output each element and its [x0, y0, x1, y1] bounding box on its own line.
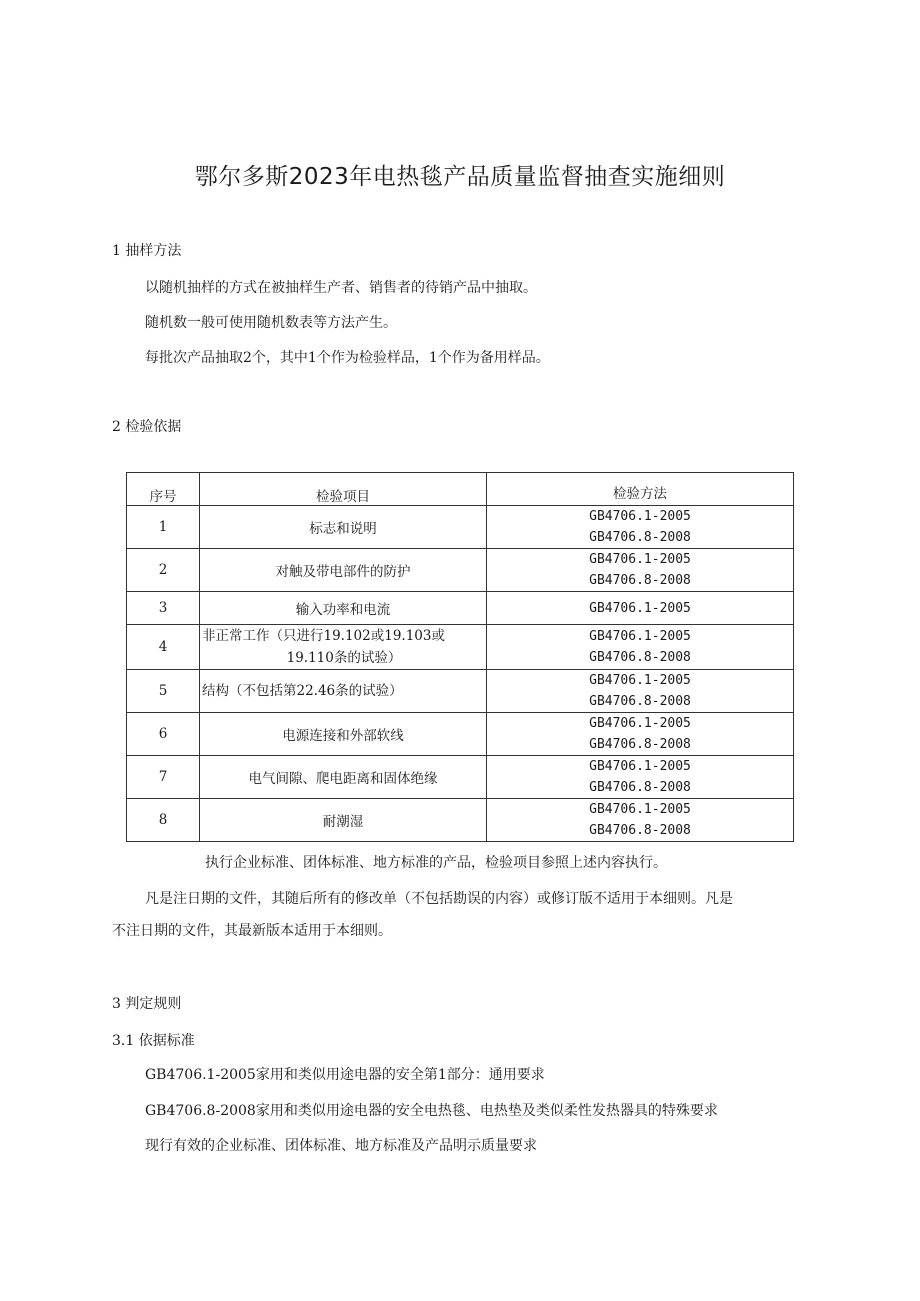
row-item: 耐潮湿	[200, 799, 487, 842]
standard-item: 现行有效的企业标准、团体标准、地方标准及产品明示质量要求	[145, 1138, 537, 1154]
row-method	[487, 592, 794, 625]
section-2-heading: 2 检验依据	[112, 419, 182, 435]
row-item: 输入功率和电流	[200, 592, 487, 625]
table-row	[127, 713, 794, 756]
method-line: GB4706.1-2005	[589, 629, 691, 644]
row-number: 7	[127, 756, 200, 799]
header-item: 检验项目	[200, 473, 487, 506]
method-line: GB4706.8-2008	[589, 530, 691, 545]
row-item: 结构（不包括第22.46条的试验）	[200, 670, 487, 713]
paragraph: 随机数一般可使用随机数表等方法产生。	[145, 315, 397, 331]
method-line: GB4706.8-2008	[589, 823, 691, 838]
row-number: 5	[127, 670, 200, 713]
row-item: 电气间隙、爬电距离和固体绝缘	[200, 756, 487, 799]
method-line: GB4706.8-2008	[589, 650, 691, 665]
header-method: 检验方法	[487, 473, 794, 506]
method-line: GB4706.8-2008	[589, 737, 691, 752]
method-line: GB4706.1-2005	[589, 600, 691, 616]
table-row	[127, 670, 794, 713]
inspection-table	[126, 472, 794, 842]
table-row	[127, 506, 794, 549]
table-row	[127, 756, 794, 799]
row-number: 4	[127, 625, 200, 670]
row-number: 3	[127, 592, 200, 625]
method-line: GB4706.1-2005	[589, 716, 691, 731]
row-number: 6	[127, 713, 200, 756]
method-line: GB4706.1-2005	[589, 509, 691, 524]
method-line: GB4706.1-2005	[589, 673, 691, 688]
row-number: 2	[127, 549, 200, 592]
row-method	[487, 799, 794, 842]
method-line: GB4706.1-2005	[589, 552, 691, 567]
row-item: 电源连接和外部软线	[200, 713, 487, 756]
method-line: GB4706.1-2005	[589, 759, 691, 774]
table-note: 执行企业标准、团体标准、地方标准的产品，检验项目参照上述内容执行。	[205, 855, 667, 871]
method-line: GB4706.8-2008	[589, 780, 691, 795]
paragraph: 不注日期的文件，其最新版本适用于本细则。	[112, 923, 392, 939]
standard-item: GB4706.1-2005家用和类似用途电器的安全第1部分：通用要求	[145, 1067, 545, 1083]
row-method	[487, 625, 794, 670]
row-method	[487, 756, 794, 799]
standard-item: GB4706.8-2008家用和类似用途电器的安全电热毯、电热垫及类似柔性发热器具的特殊要求	[145, 1103, 718, 1119]
header-number: 序号	[127, 473, 200, 506]
row-method	[487, 670, 794, 713]
paragraph: 以随机抽样的方式在被抽样生产者、销售者的待销产品中抽取。	[145, 280, 537, 296]
row-number: 1	[127, 506, 200, 549]
row-method	[487, 713, 794, 756]
table-row	[127, 625, 794, 670]
table-row	[127, 592, 794, 625]
subsection-3-1-heading: 3.1 依据标准	[112, 1033, 195, 1049]
paragraph: 每批次产品抽取2个，其中1个作为检验样品，1个作为备用样品。	[145, 350, 550, 366]
method-line: GB4706.1-2005	[589, 802, 691, 817]
row-method	[487, 549, 794, 592]
method-line: GB4706.8-2008	[589, 573, 691, 588]
document-title: 鄂尔多斯2023年电热毯产品质量监督抽查实施细则	[194, 164, 726, 190]
table-row	[127, 799, 794, 842]
row-number: 8	[127, 799, 200, 842]
section-3-heading: 3 判定规则	[112, 996, 182, 1012]
section-1-heading: 1 抽样方法	[112, 243, 182, 259]
row-method	[487, 506, 794, 549]
row-item: 标志和说明	[200, 506, 487, 549]
paragraph: 凡是注日期的文件，其随后所有的修改单（不包括勘误的内容）或修订版不适用于本细则。凡是	[145, 891, 733, 907]
table-row	[127, 549, 794, 592]
row-item: 对触及带电部件的防护	[200, 549, 487, 592]
item-line: 19.110条的试验）	[286, 650, 402, 666]
method-line: GB4706.8-2008	[589, 694, 691, 709]
table-header-row	[127, 473, 794, 506]
row-item	[200, 625, 487, 670]
item-line: 非正常工作（只进行19.102或19.103或	[202, 628, 445, 644]
